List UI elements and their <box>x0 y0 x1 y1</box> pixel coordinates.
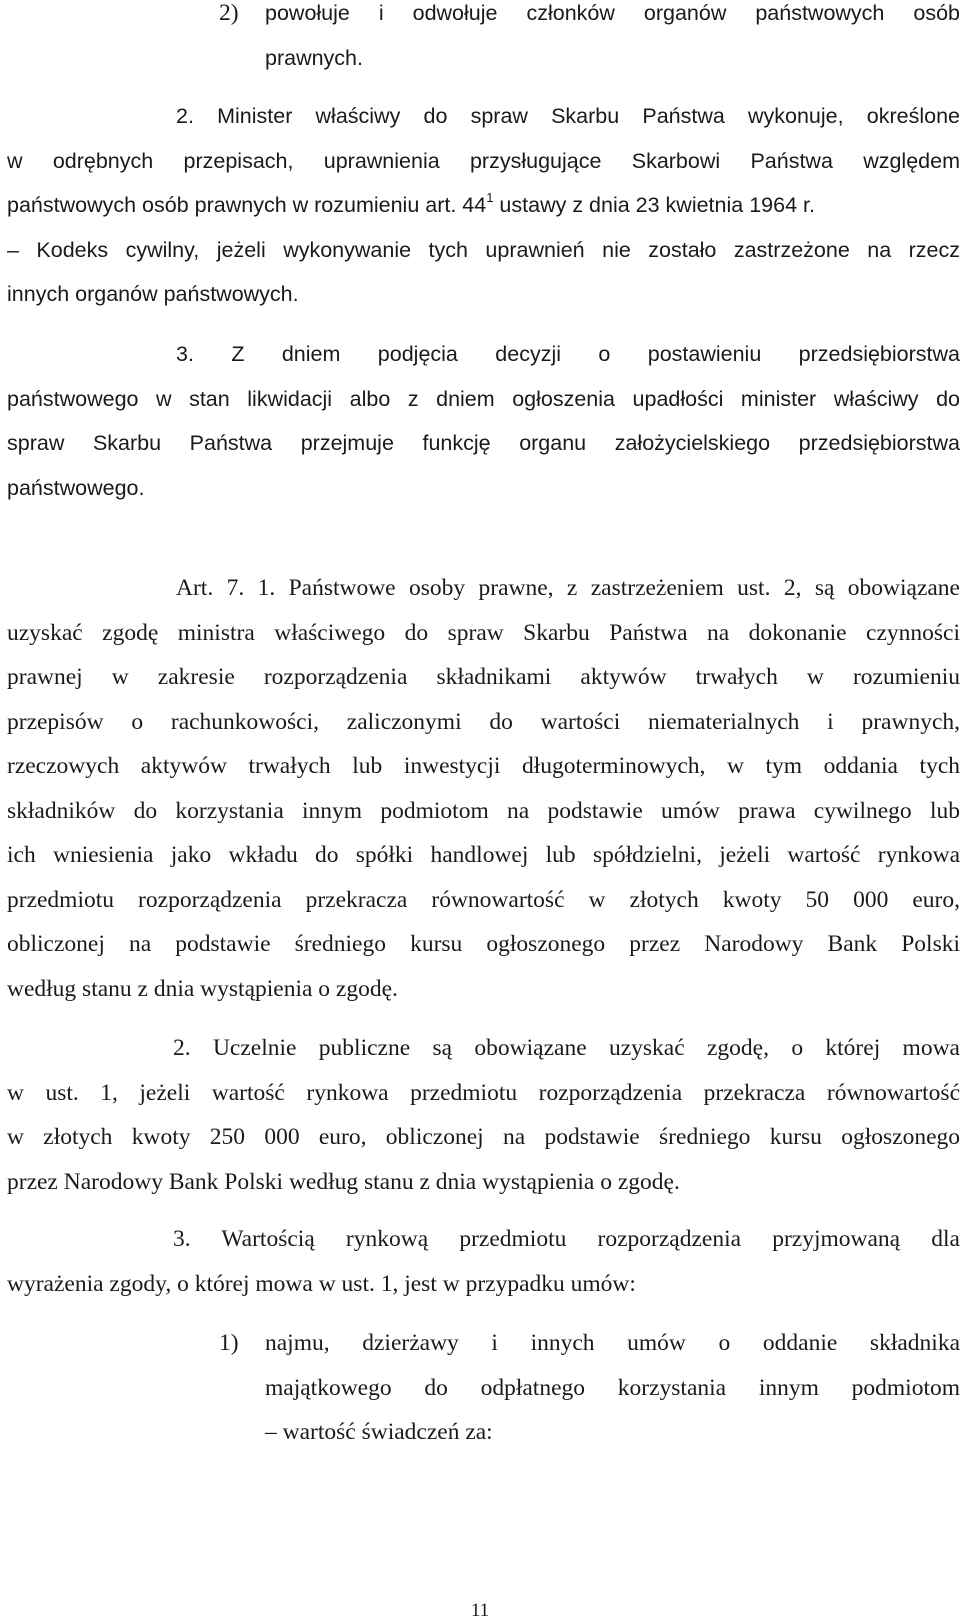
text-line: innych organów państwowych. <box>7 282 299 306</box>
text-line: prawnej w zakresie rozporządzenia składnikami aktywów trwałych w rozumieniu <box>7 664 960 690</box>
text-line: przez Narodowy Bank Polski według stanu z dnia wystąpienia o zgodę. <box>7 1168 680 1195</box>
list-item-body <box>265 1321 960 1455</box>
text-line: najmu, dzierżawy i innych umów o oddanie składnika <box>265 1330 960 1356</box>
text-line: składników do korzystania innym podmiotom na podstawie umów prawa cywilnego lub <box>7 797 960 824</box>
text-line: powołuje i odwołuje członków organów państwowych osób <box>265 1 960 25</box>
list-item-2 <box>219 0 960 81</box>
text-line: uzyskać zgodę ministra właściwego do spraw Skarbu Państwa na dokonanie czynności <box>7 619 960 646</box>
text-line: obliczonej na podstawie średniego kursu ogłoszonego przez Narodowy Bank Polski <box>7 931 960 957</box>
text-line: 3. Z dniem podjęcia decyzji o postawieniu przedsiębiorstwa <box>176 342 960 366</box>
text-line: w złotych kwoty 250 000 euro, obliczonej na podstawie średniego kursu ogłoszonego <box>7 1124 960 1150</box>
paragraph-2 <box>7 94 960 317</box>
text-line: państwowego. <box>7 475 145 500</box>
list-item-body <box>265 0 960 80</box>
text-segment: państwowych osób prawnych w rozumieniu art. 44 <box>7 193 487 217</box>
text-line: majątkowego do odpłatnego korzystania innym podmiotom <box>265 1374 960 1401</box>
text-line: ich wniesienia jako wkładu do spółki handlowej lub spółdzielni, jeżeli wartość rynkowa <box>7 842 960 868</box>
article-7-paragraph-3 <box>7 1217 960 1306</box>
superscript: 1 <box>486 190 494 205</box>
text-line: spraw Skarbu Państwa przejmuje funkcję organu założycielskiego przedsiębiorstwa <box>7 431 960 455</box>
text-line: w ust. 1, jeżeli wartość rynkowa przedmiotu rozporządzenia przekracza równowartość <box>7 1079 960 1106</box>
list-item-number: 1) <box>219 1330 239 1356</box>
text-line: państwowego w stan likwidacji albo z dniem ogłoszenia upadłości minister właściwy do <box>7 386 960 411</box>
text-line <box>7 183 960 228</box>
page-number: 11 <box>470 1600 490 1621</box>
text-line: 2. Uczelnie publiczne są obowiązane uzyskać zgodę, o której mowa <box>173 1035 960 1061</box>
text-segment: ustawy z dnia 23 kwietnia 1964 r. <box>493 193 815 217</box>
text-line: wyrażenia zgody, o której mowa w ust. 1, jest w przypadku umów: <box>7 1270 636 1297</box>
paragraph-3 <box>7 332 960 510</box>
text-line: – Kodeks cywilny, jeżeli wykonywanie tych uprawnień nie zostało zastrzeżone na rzecz <box>7 237 960 262</box>
text-line: prawnych. <box>265 45 363 70</box>
list-item-1 <box>219 1321 960 1461</box>
text-line: 2. Minister właściwy do spraw Skarbu Państwa wykonuje, określone <box>176 104 960 128</box>
list-item-number: 2) <box>219 0 239 26</box>
text-line: rzeczowych aktywów trwałych lub inwestycji długoterminowych, w tym oddania tych <box>7 753 960 779</box>
article-7-paragraph-1 <box>7 566 960 1011</box>
text-line: – wartość świadczeń za: <box>265 1419 493 1445</box>
text-line: przedmiotu rozporządzenia przekracza równowartość w złotych kwoty 50 000 euro, <box>7 886 960 913</box>
article-7-paragraph-2 <box>7 1026 960 1204</box>
text-line: w odrębnych przepisach, uprawnienia przysługujące Skarbowi Państwa względem <box>7 148 960 173</box>
text-line: przepisów o rachunkowości, zaliczonymi do wartości niematerialnych i prawnych, <box>7 708 960 735</box>
text-line: Art. 7. 1. Państwowe osoby prawne, z zastrzeżeniem ust. 2, są obowiązane <box>176 575 960 601</box>
text-line: 3. Wartością rynkową przedmiotu rozporządzenia przyjmowaną dla <box>173 1226 960 1252</box>
text-line: według stanu z dnia wystąpienia o zgodę. <box>7 975 398 1002</box>
